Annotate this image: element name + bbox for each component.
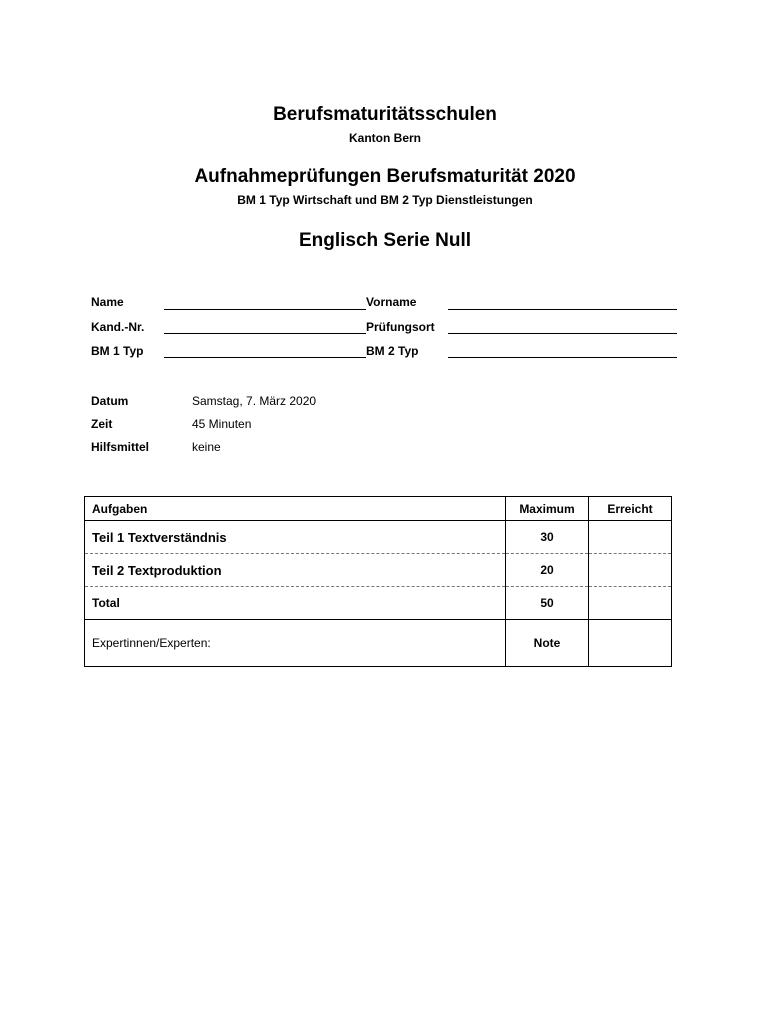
table-row <box>85 587 672 620</box>
datum-value: Samstag, 7. März 2020 <box>192 394 317 408</box>
erreicht-cell[interactable] <box>589 554 672 587</box>
pruefungsort-field[interactable] <box>448 333 677 334</box>
subject-title: Englisch Serie Null <box>298 230 472 251</box>
total-cell: Total <box>85 587 506 620</box>
kand-nr-field[interactable] <box>164 333 366 334</box>
exam-subtitle: BM 1 Typ Wirtschaft und BM 2 Typ Dienstleistungen <box>237 193 533 207</box>
task-cell: Teil 1 Textverständnis <box>85 521 506 554</box>
name-label: Name <box>91 295 124 309</box>
experts-label: Expertinnen/Experten: <box>85 620 506 667</box>
canton-label: Kanton Bern <box>349 131 421 145</box>
bm1-typ-field[interactable] <box>164 357 366 358</box>
total-maximum-cell: 50 <box>506 587 589 620</box>
table-footer-row <box>85 620 672 667</box>
score-table <box>84 496 672 667</box>
vorname-label: Vorname <box>366 295 417 309</box>
zeit-value: 45 Minuten <box>192 417 252 431</box>
bm2-typ-label: BM 2 Typ <box>366 344 419 358</box>
maximum-cell: 30 <box>506 521 589 554</box>
maximum-cell: 20 <box>506 554 589 587</box>
table-row <box>85 554 672 587</box>
table-header-row <box>85 497 672 521</box>
total-erreicht-cell[interactable] <box>589 587 672 620</box>
header-erreicht: Erreicht <box>589 497 672 521</box>
bm1-typ-label: BM 1 Typ <box>91 344 144 358</box>
exam-title: Aufnahmeprüfungen Berufsmaturität 2020 <box>194 166 576 187</box>
erreicht-cell[interactable] <box>589 521 672 554</box>
name-field[interactable] <box>164 309 366 310</box>
vorname-field[interactable] <box>448 309 677 310</box>
hilfsmittel-value: keine <box>192 440 221 454</box>
header-aufgaben: Aufgaben <box>85 497 506 521</box>
note-label: Note <box>506 620 589 667</box>
school-title: Berufsmaturitätsschulen <box>273 104 497 125</box>
note-value-cell[interactable] <box>589 620 672 667</box>
bm2-typ-field[interactable] <box>448 357 677 358</box>
pruefungsort-label: Prüfungsort <box>366 320 435 334</box>
hilfsmittel-label: Hilfsmittel <box>91 440 150 454</box>
zeit-label: Zeit <box>91 417 113 431</box>
header-maximum: Maximum <box>506 497 589 521</box>
kand-nr-label: Kand.-Nr. <box>91 320 145 334</box>
datum-label: Datum <box>91 394 129 408</box>
task-cell: Teil 2 Textproduktion <box>85 554 506 587</box>
table-row <box>85 521 672 554</box>
